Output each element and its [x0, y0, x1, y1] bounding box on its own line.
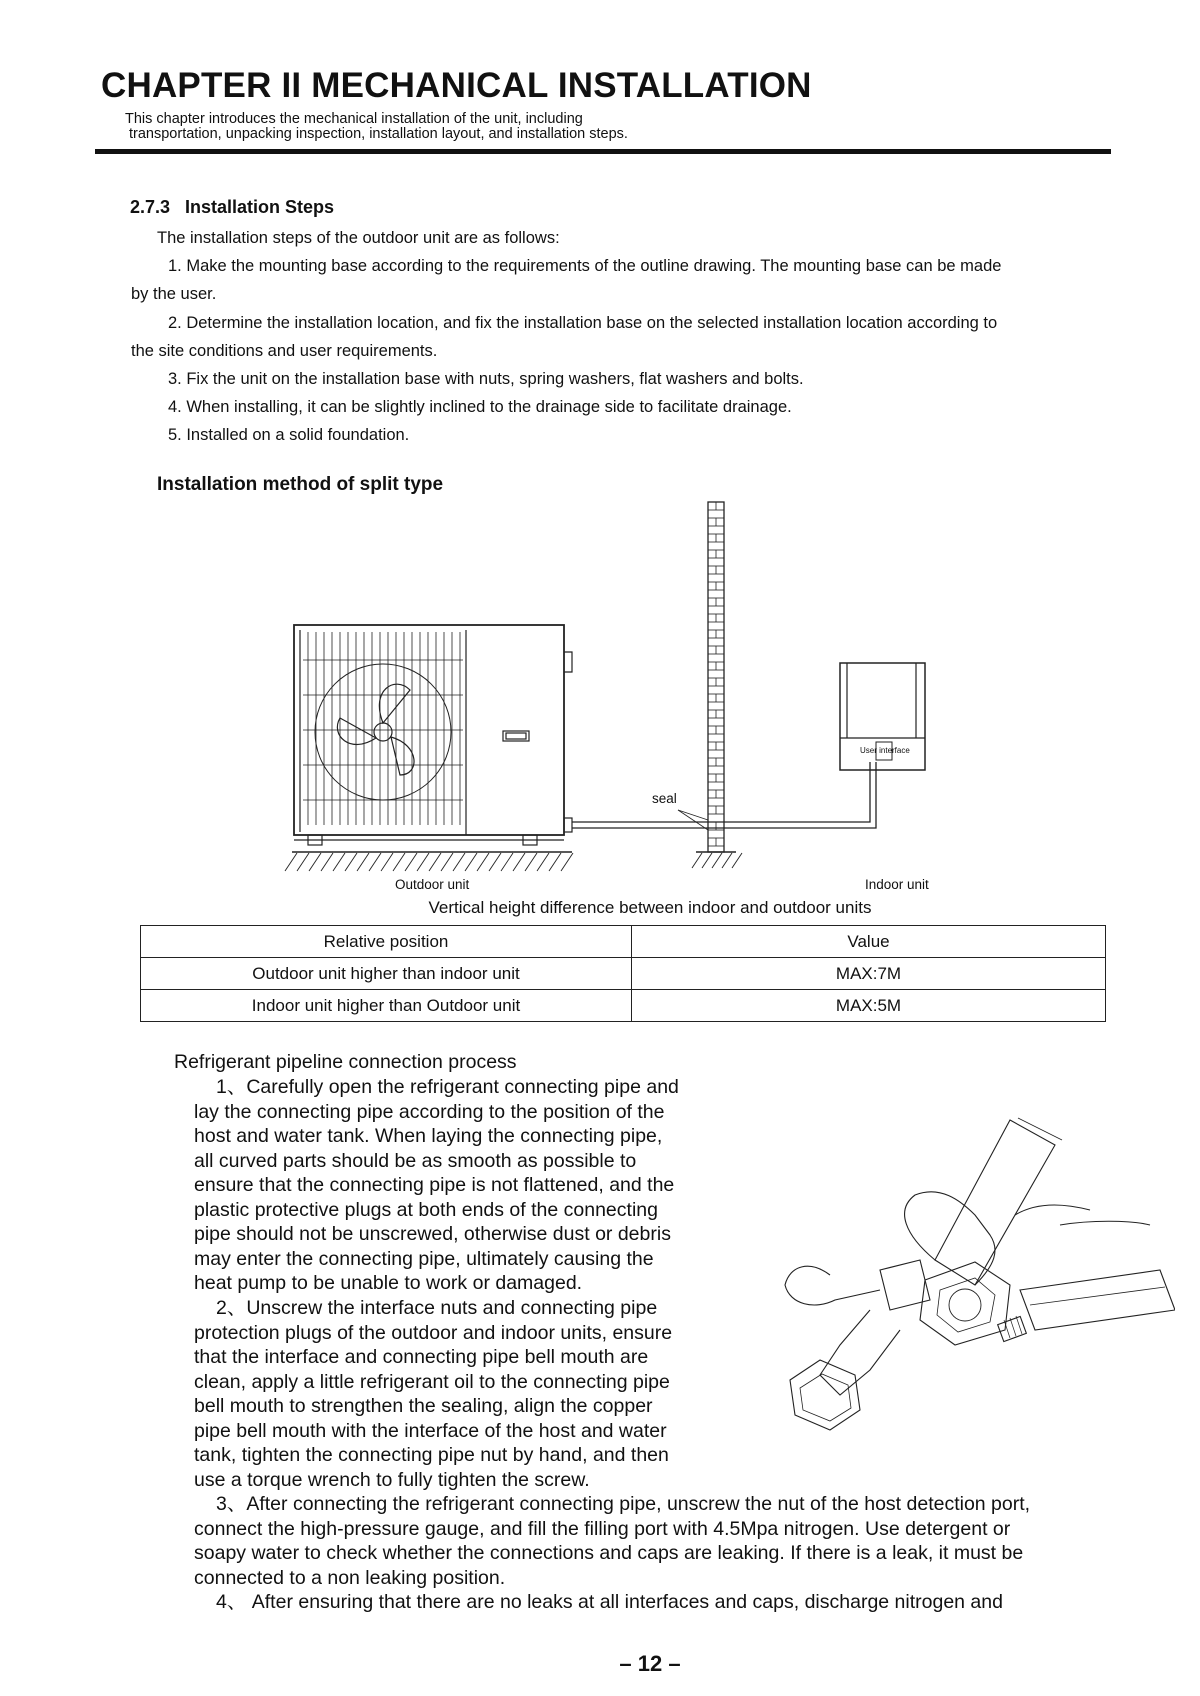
text-line: 3、After connecting the refrigerant connecting pipe, unscrew the nut of the host detection port, — [216, 1493, 1031, 1515]
text-line: use a torque wrench to fully tighten the screw. — [194, 1468, 590, 1491]
text-line: clean, apply a little refrigerant oil to the connecting pipe — [194, 1370, 670, 1393]
table-cell: MAX:5M — [632, 990, 1106, 1022]
text-line: ensure that the connecting pipe is not flattened, and the — [194, 1174, 675, 1196]
text-line: may enter the connecting pipe, ultimately causing the — [194, 1247, 654, 1270]
pipeline-para-2 — [194, 1296, 672, 1492]
step-2-cont: the site conditions and user requirements. — [131, 342, 438, 360]
pipeline-heading: Refrigerant pipeline connection process — [174, 1051, 517, 1073]
table-header-cell: Relative position — [141, 926, 632, 958]
pipeline-para-1 — [194, 1075, 679, 1296]
text-line: that the interface and connecting pipe bell mouth are — [194, 1346, 649, 1368]
pipeline-para-3 — [194, 1492, 1030, 1590]
text-line: pipe bell mouth with the interface of the host and water — [194, 1419, 667, 1442]
step-2: 2. Determine the installation location, and fix the installation base on the selected installation location according to — [168, 314, 998, 332]
table-cell: Indoor unit higher than Outdoor unit — [141, 990, 632, 1022]
height-difference-table — [140, 925, 1106, 1022]
text-line: tank, tighten the connecting pipe nut by hand, and then — [194, 1444, 669, 1466]
text-line: all curved parts should be as smooth as possible to — [194, 1149, 637, 1172]
section-heading: 2.7.3 Installation Steps — [130, 197, 335, 217]
text-line: soapy water to check whether the connections and caps are leaking. If there is a leak, it must be — [194, 1542, 1024, 1564]
outdoor-unit-label: Outdoor unit — [395, 877, 470, 892]
seal-label: seal — [652, 791, 677, 806]
chapter-title: CHAPTER II MECHANICAL INSTALLATION — [101, 66, 812, 105]
step-1: 1. Make the mounting base according to the requirements of the outline drawing. The mounting base can be made — [168, 257, 1002, 275]
step-4: 4. When installing, it can be slightly inclined to the drainage side to facilitate drainage. — [168, 398, 792, 416]
ground-hatch — [285, 853, 573, 871]
outdoor-valve — [564, 818, 572, 832]
text-line: connect the high-pressure gauge, and fill the filling port with 4.5Mpa nitrogen. Use detergent or — [194, 1517, 1011, 1540]
user-interface-label: User interface — [860, 746, 910, 755]
text-line: 1、Carefully open the refrigerant connecting pipe and — [216, 1076, 679, 1098]
table-cell: Outdoor unit higher than indoor unit — [141, 958, 632, 990]
indoor-unit-label: Indoor unit — [865, 877, 929, 892]
text-line: pipe should not be unscrewed, otherwise dust or debris — [194, 1223, 671, 1245]
text-line: 4、 After ensuring that there are no leaks at all interfaces and caps, discharge nitrogen and — [216, 1591, 1003, 1613]
split-diagram-heading: Installation method of split type — [157, 474, 444, 495]
chapter-intro — [125, 112, 628, 142]
refrigerant-pipe — [572, 762, 870, 822]
step-3: 3. Fix the unit on the installation base with nuts, spring washers, flat washers and bolts. — [168, 370, 804, 388]
table-row — [141, 990, 1106, 1022]
text-line: bell mouth to strengthen the sealing, align the copper — [194, 1395, 653, 1417]
text-line: protection plugs of the outdoor and indoor units, ensure — [194, 1321, 673, 1344]
table-row — [141, 958, 1106, 990]
step-1-cont: by the user. — [131, 285, 217, 303]
split-installation-diagram — [280, 490, 980, 890]
table-cell: MAX:7M — [632, 958, 1106, 990]
text-line: heat pump to be unable to work or damaged. — [194, 1272, 583, 1294]
outdoor-unit-grille — [303, 632, 463, 825]
pipeline-para-4 — [194, 1590, 1003, 1615]
page-number: – 12 – — [619, 1651, 681, 1676]
section-intro: The installation steps of the outdoor unit are as follows: — [157, 229, 560, 247]
step-5: 5. Installed on a solid foundation. — [168, 426, 410, 444]
table-header-row — [141, 926, 1106, 958]
table-caption: Vertical height difference between indoor and outdoor units — [428, 898, 872, 917]
text-line: plastic protective plugs at both ends of the connecting — [194, 1198, 658, 1221]
chapter-intro-line: This chapter introduces the mechanical installation of the unit, including — [125, 111, 583, 127]
text-line: host and water tank. When laying the connecting pipe, — [194, 1125, 663, 1147]
text-line: connected to a non leaking position. — [194, 1566, 506, 1589]
fan-icon — [315, 664, 451, 800]
text-line: 2、Unscrew the interface nuts and connecting pipe — [216, 1297, 658, 1319]
wrench-illustration — [775, 1110, 1175, 1455]
chapter-intro-line: transportation, unpacking inspection, installation layout, and installation steps. — [129, 126, 628, 142]
header-rule — [95, 149, 1111, 154]
text-line: lay the connecting pipe according to the position of the — [194, 1100, 665, 1123]
table-header-cell: Value — [632, 926, 1106, 958]
brick-wall-joints — [708, 502, 724, 852]
